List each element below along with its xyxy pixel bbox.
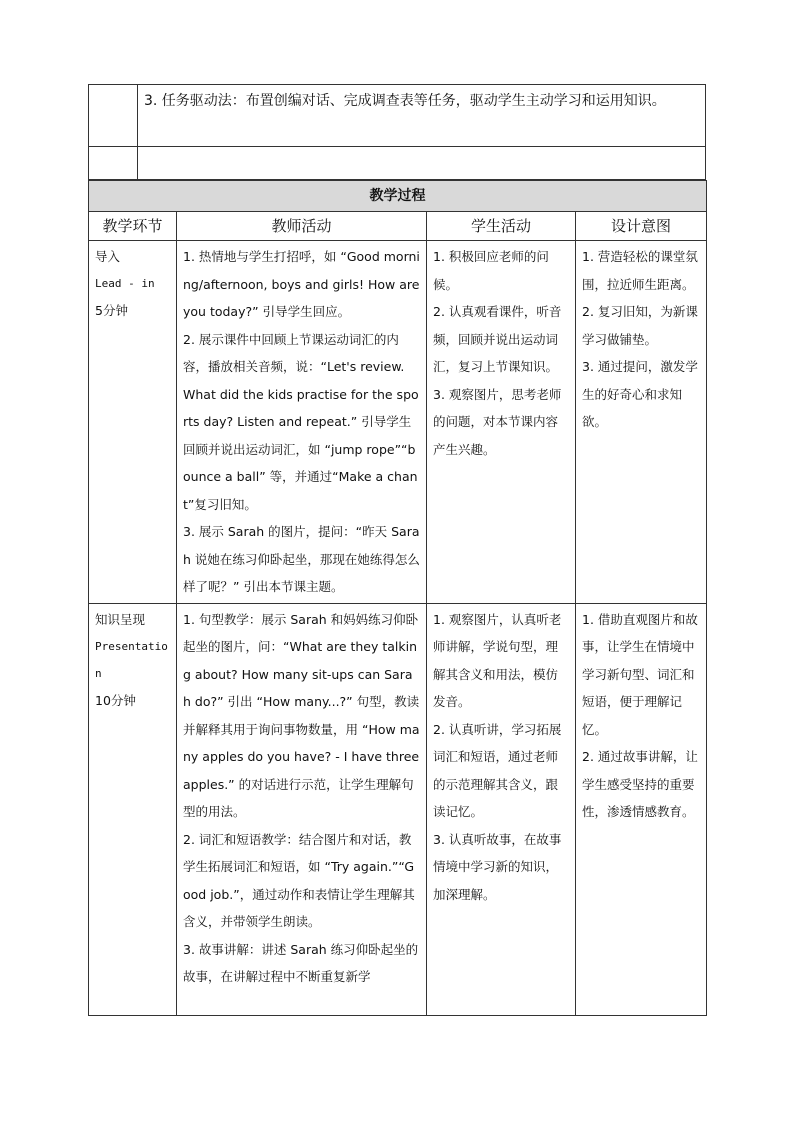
header-teacher: 教师活动 <box>177 212 427 241</box>
teacher-step: 1. 热情地与学生打招呼，如 “Good morning/afternoon, boys and girls! How are you today?” 引导学生回应。 <box>183 249 420 319</box>
teacher-step: 3. 展示 Sarah 的图片，提问：“昨天 Sarah 说她在练习仰卧起坐，那现在她练得怎么样了呢？” 引出本节课主题。 <box>183 524 420 594</box>
student-step: 1. 积极回应老师的问候。 <box>433 249 549 292</box>
empty-label-cell <box>89 147 138 180</box>
stage-name-cn: 导入 <box>95 249 121 264</box>
stage-duration: 10分钟 <box>95 692 136 708</box>
teaching-process-table <box>88 180 707 1016</box>
methods-label-cell <box>89 85 138 147</box>
stage-name-cn: 知识呈现 <box>95 611 146 627</box>
intent-step: 2. 通过故事讲解，让学生感受坚持的重要性，渗透情感教育。 <box>582 749 698 819</box>
student-activity-cell <box>427 241 576 604</box>
student-step: 2. 认真观看课件，听音频，回顾并说出运动词汇，复习上节课知识。 <box>433 304 562 374</box>
teacher-step: 2. 词汇和短语教学：结合图片和对话，教学生拓展词汇和短语，如 “Try again.”“Good job.”，通过动作和表情让学生理解其含义，并带领学生朗读。 <box>183 831 415 929</box>
header-intent: 设计意图 <box>576 212 707 241</box>
stage-cell <box>89 241 177 604</box>
design-intent-cell <box>576 603 707 1015</box>
methods-content-cell <box>138 85 706 147</box>
intent-step: 2. 复习旧知，为新课学习做铺垫。 <box>582 304 698 347</box>
student-step: 2. 认真听讲，学习拓展词汇和短语，通过老师的示范理解其含义，跟读记忆。 <box>433 721 562 819</box>
method-3-text: 3. 任务驱动法：布置创编对话、完成调查表等任务，驱动学生主动学习和运用知识。 <box>144 93 666 109</box>
header-stage: 教学环节 <box>89 212 177 241</box>
section-title: 教学过程 <box>89 181 707 212</box>
empty-content-cell <box>138 147 706 180</box>
stage-name-en: Presentation <box>95 639 168 680</box>
student-activity-cell <box>427 603 576 1015</box>
teacher-step: 2. 展示课件中回顾上节课运动词汇的内容，播放相关音频，说：“Let's review. What did the kids practise for the sports day? Listen and repeat.” 引导学生回顾并说出运动词汇，如 “jump rope”“bounce a ball” 等，并通过“Make a chant”复习旧知。 <box>183 331 419 512</box>
student-step: 1. 观察图片，认真听老师讲解，学说句型，理解其含义和用法，模仿发音。 <box>433 611 562 709</box>
intent-step: 1. 借助直观图片和故事，让学生在情境中学习新句型、词汇和短语，便于理解记忆。 <box>582 611 698 737</box>
teacher-step: 3. 故事讲解：讲述 Sarah 练习仰卧起坐的故事，在讲解过程中不断重复新学 <box>183 941 419 984</box>
teacher-activity-cell <box>177 241 427 604</box>
student-step: 3. 认真听故事，在故事情境中学习新的知识，加深理解。 <box>433 831 562 902</box>
intent-step: 3. 通过提问，激发学生的好奇心和求知欲。 <box>582 359 698 429</box>
intent-step: 1. 营造轻松的课堂氛围，拉近师生距离。 <box>582 249 698 292</box>
teacher-activity-cell <box>177 603 427 1015</box>
methods-table <box>88 84 706 180</box>
table-row <box>89 603 707 1015</box>
teacher-step: 1. 句型教学：展示 Sarah 和妈妈练习仰卧起坐的图片，问：“What are they talking about? How many sit-ups can Sarah do?” 引出 “How many...?” 句型，教读并解释其用于询问事物数量，用 “How many apples do you have? - I have three apples.” 的对话进行示范，让学生理解句型的用法。 <box>183 611 420 819</box>
design-intent-cell <box>576 241 707 604</box>
student-step: 3. 观察图片，思考老师的问题，对本节课内容产生兴趣。 <box>433 386 562 457</box>
header-student: 学生活动 <box>427 212 576 241</box>
stage-name-en: Lead - in <box>95 277 155 290</box>
table-row <box>89 241 707 604</box>
stage-duration: 5分钟 <box>95 303 128 318</box>
stage-cell <box>89 603 177 1015</box>
